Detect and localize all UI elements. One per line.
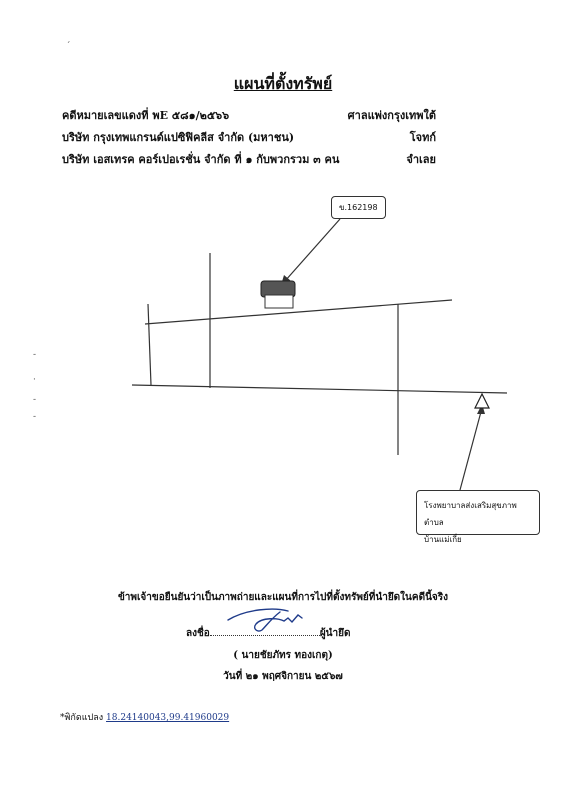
court-name: ศาลแพ่งกรุงเทพใต้ (347, 109, 436, 122)
road-lower (132, 385, 507, 393)
page-title: แผนที่ตั้งทรัพย์ (233, 74, 333, 93)
plaintiff-name: บริษัท กรุงเทพแกรนด์แปซิฟิคลีส จำกัด (มหาชน) (62, 131, 295, 144)
coordinates-label: *พิกัดแปลง (60, 713, 104, 723)
certification-date: วันที่ ๒๑ พฤศจิกายน ๒๕๖๗ (223, 671, 343, 682)
coordinates-line (60, 710, 229, 724)
landmark-triangle-icon (475, 394, 489, 408)
landmark-pointer-line (460, 408, 482, 490)
defendant-name: บริษัท เอสเทรค คอร์เปอเรชั่น จำกัด ที่ ๑ กับพวกรวม ๓ คน (62, 153, 340, 166)
landmark-label-box (416, 490, 540, 544)
parcel-building (265, 295, 293, 308)
defendant-role: จำเลย (406, 153, 436, 166)
signer-name: ( นายชัยภัทร ทองเกตุ) (233, 650, 333, 661)
sign-prefix: ลงชื่อ (186, 628, 210, 639)
margin-mark: - (33, 412, 37, 422)
coordinates-link[interactable]: 18.24140043,99.41960029 (106, 713, 230, 723)
parcel-pointer-line (285, 219, 340, 281)
road-upper (145, 300, 452, 324)
landmark-label-line2: บ้านแม่เกี๋ย (424, 535, 462, 544)
certification-statement: ข้าพเจ้าขอยืนยันว่าเป็นภาพถ่ายและแผนที่การไปที่ตั้งทรัพย์ที่นำยึดในคดีนี้จริง (117, 592, 449, 603)
signature-mark (222, 604, 322, 634)
parcel-label-box (331, 196, 386, 219)
margin-mark: · (33, 375, 36, 385)
parcel-label: ข.162198 (339, 203, 378, 212)
landmark-label-line1: โรงพยาบาลส่งเสริมสุขภาพตำบล (424, 501, 517, 527)
plaintiff-role: โจทก์ (409, 131, 436, 144)
scan-mark: ˊ (66, 42, 71, 52)
margin-mark: - (33, 395, 37, 405)
case-number: คดีหมายเลขแดงที่ พE ๕๘๑/๒๕๖๖ (62, 109, 230, 122)
margin-mark: - (33, 350, 37, 360)
road-vertical-left (148, 304, 151, 385)
signer-role: ผู้นำยึด (319, 628, 351, 639)
